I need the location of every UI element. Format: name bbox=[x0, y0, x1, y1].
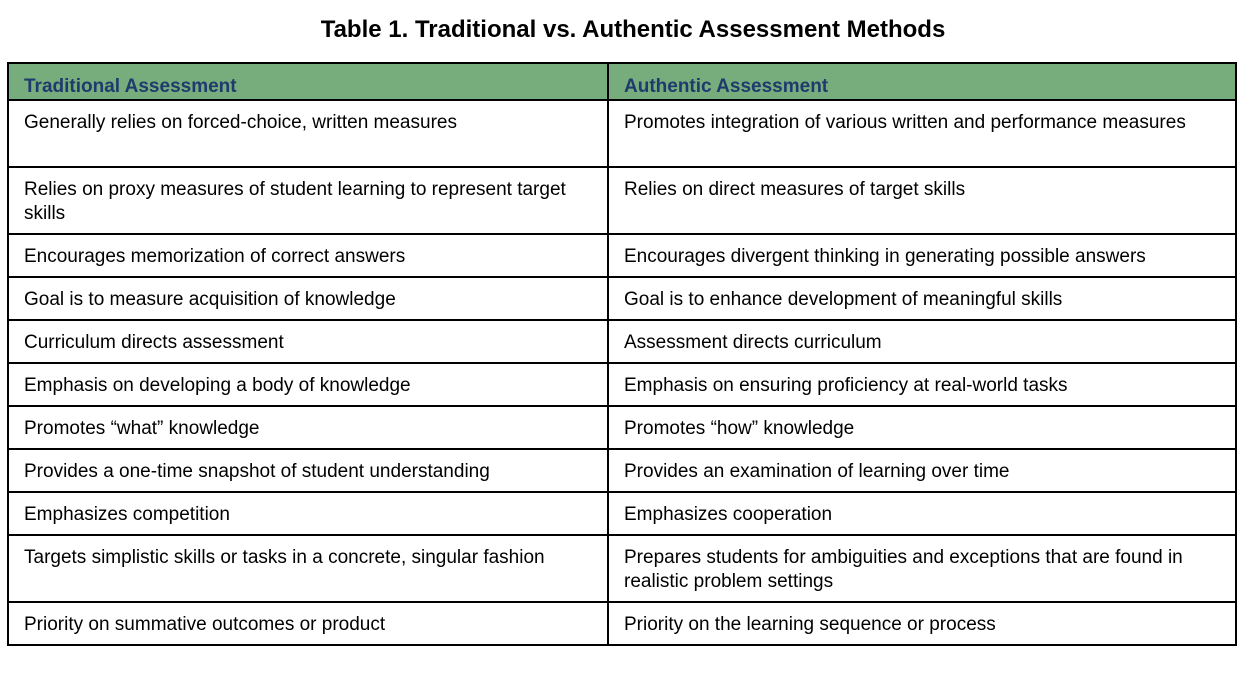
table-row bbox=[8, 492, 1236, 535]
table-row bbox=[8, 363, 1236, 406]
table-row bbox=[8, 167, 1236, 234]
table-row bbox=[8, 320, 1236, 363]
table-row bbox=[8, 406, 1236, 449]
comparison-table bbox=[7, 62, 1237, 646]
table-row bbox=[8, 234, 1236, 277]
traditional-cell: Promotes “what” knowledge bbox=[8, 406, 608, 449]
traditional-cell: Relies on proxy measures of student learning to represent target skills bbox=[8, 167, 608, 234]
authentic-cell: Provides an examination of learning over time bbox=[608, 449, 1236, 492]
column-header-authentic: Authentic Assessment bbox=[608, 63, 1236, 100]
table-row bbox=[8, 449, 1236, 492]
table-title: Table 1. Traditional vs. Authentic Assessment Methods bbox=[320, 16, 946, 43]
traditional-cell: Generally relies on forced-choice, written measures bbox=[8, 100, 608, 167]
traditional-cell: Priority on summative outcomes or product bbox=[8, 602, 608, 645]
table-row bbox=[8, 535, 1236, 602]
traditional-cell: Encourages memorization of correct answers bbox=[8, 234, 608, 277]
authentic-cell: Priority on the learning sequence or process bbox=[608, 602, 1236, 645]
authentic-cell: Goal is to enhance development of meaningful skills bbox=[608, 277, 1236, 320]
table-row bbox=[8, 602, 1236, 645]
table-header-row bbox=[8, 63, 1236, 100]
table-row bbox=[8, 100, 1236, 167]
traditional-cell: Targets simplistic skills or tasks in a concrete, singular fashion bbox=[8, 535, 608, 602]
authentic-cell: Promotes integration of various written and performance measures bbox=[608, 100, 1236, 167]
traditional-cell: Goal is to measure acquisition of knowledge bbox=[8, 277, 608, 320]
traditional-cell: Provides a one-time snapshot of student understanding bbox=[8, 449, 608, 492]
authentic-cell: Promotes “how” knowledge bbox=[608, 406, 1236, 449]
traditional-cell: Emphasis on developing a body of knowledge bbox=[8, 363, 608, 406]
authentic-cell: Emphasis on ensuring proficiency at real-world tasks bbox=[608, 363, 1236, 406]
authentic-cell: Emphasizes cooperation bbox=[608, 492, 1236, 535]
table-row bbox=[8, 277, 1236, 320]
authentic-cell: Relies on direct measures of target skills bbox=[608, 167, 1236, 234]
authentic-cell: Encourages divergent thinking in generating possible answers bbox=[608, 234, 1236, 277]
column-header-traditional: Traditional Assessment bbox=[8, 63, 608, 100]
traditional-cell: Emphasizes competition bbox=[8, 492, 608, 535]
traditional-cell: Curriculum directs assessment bbox=[8, 320, 608, 363]
authentic-cell: Prepares students for ambiguities and exceptions that are found in realistic problem settings bbox=[608, 535, 1236, 602]
authentic-cell: Assessment directs curriculum bbox=[608, 320, 1236, 363]
